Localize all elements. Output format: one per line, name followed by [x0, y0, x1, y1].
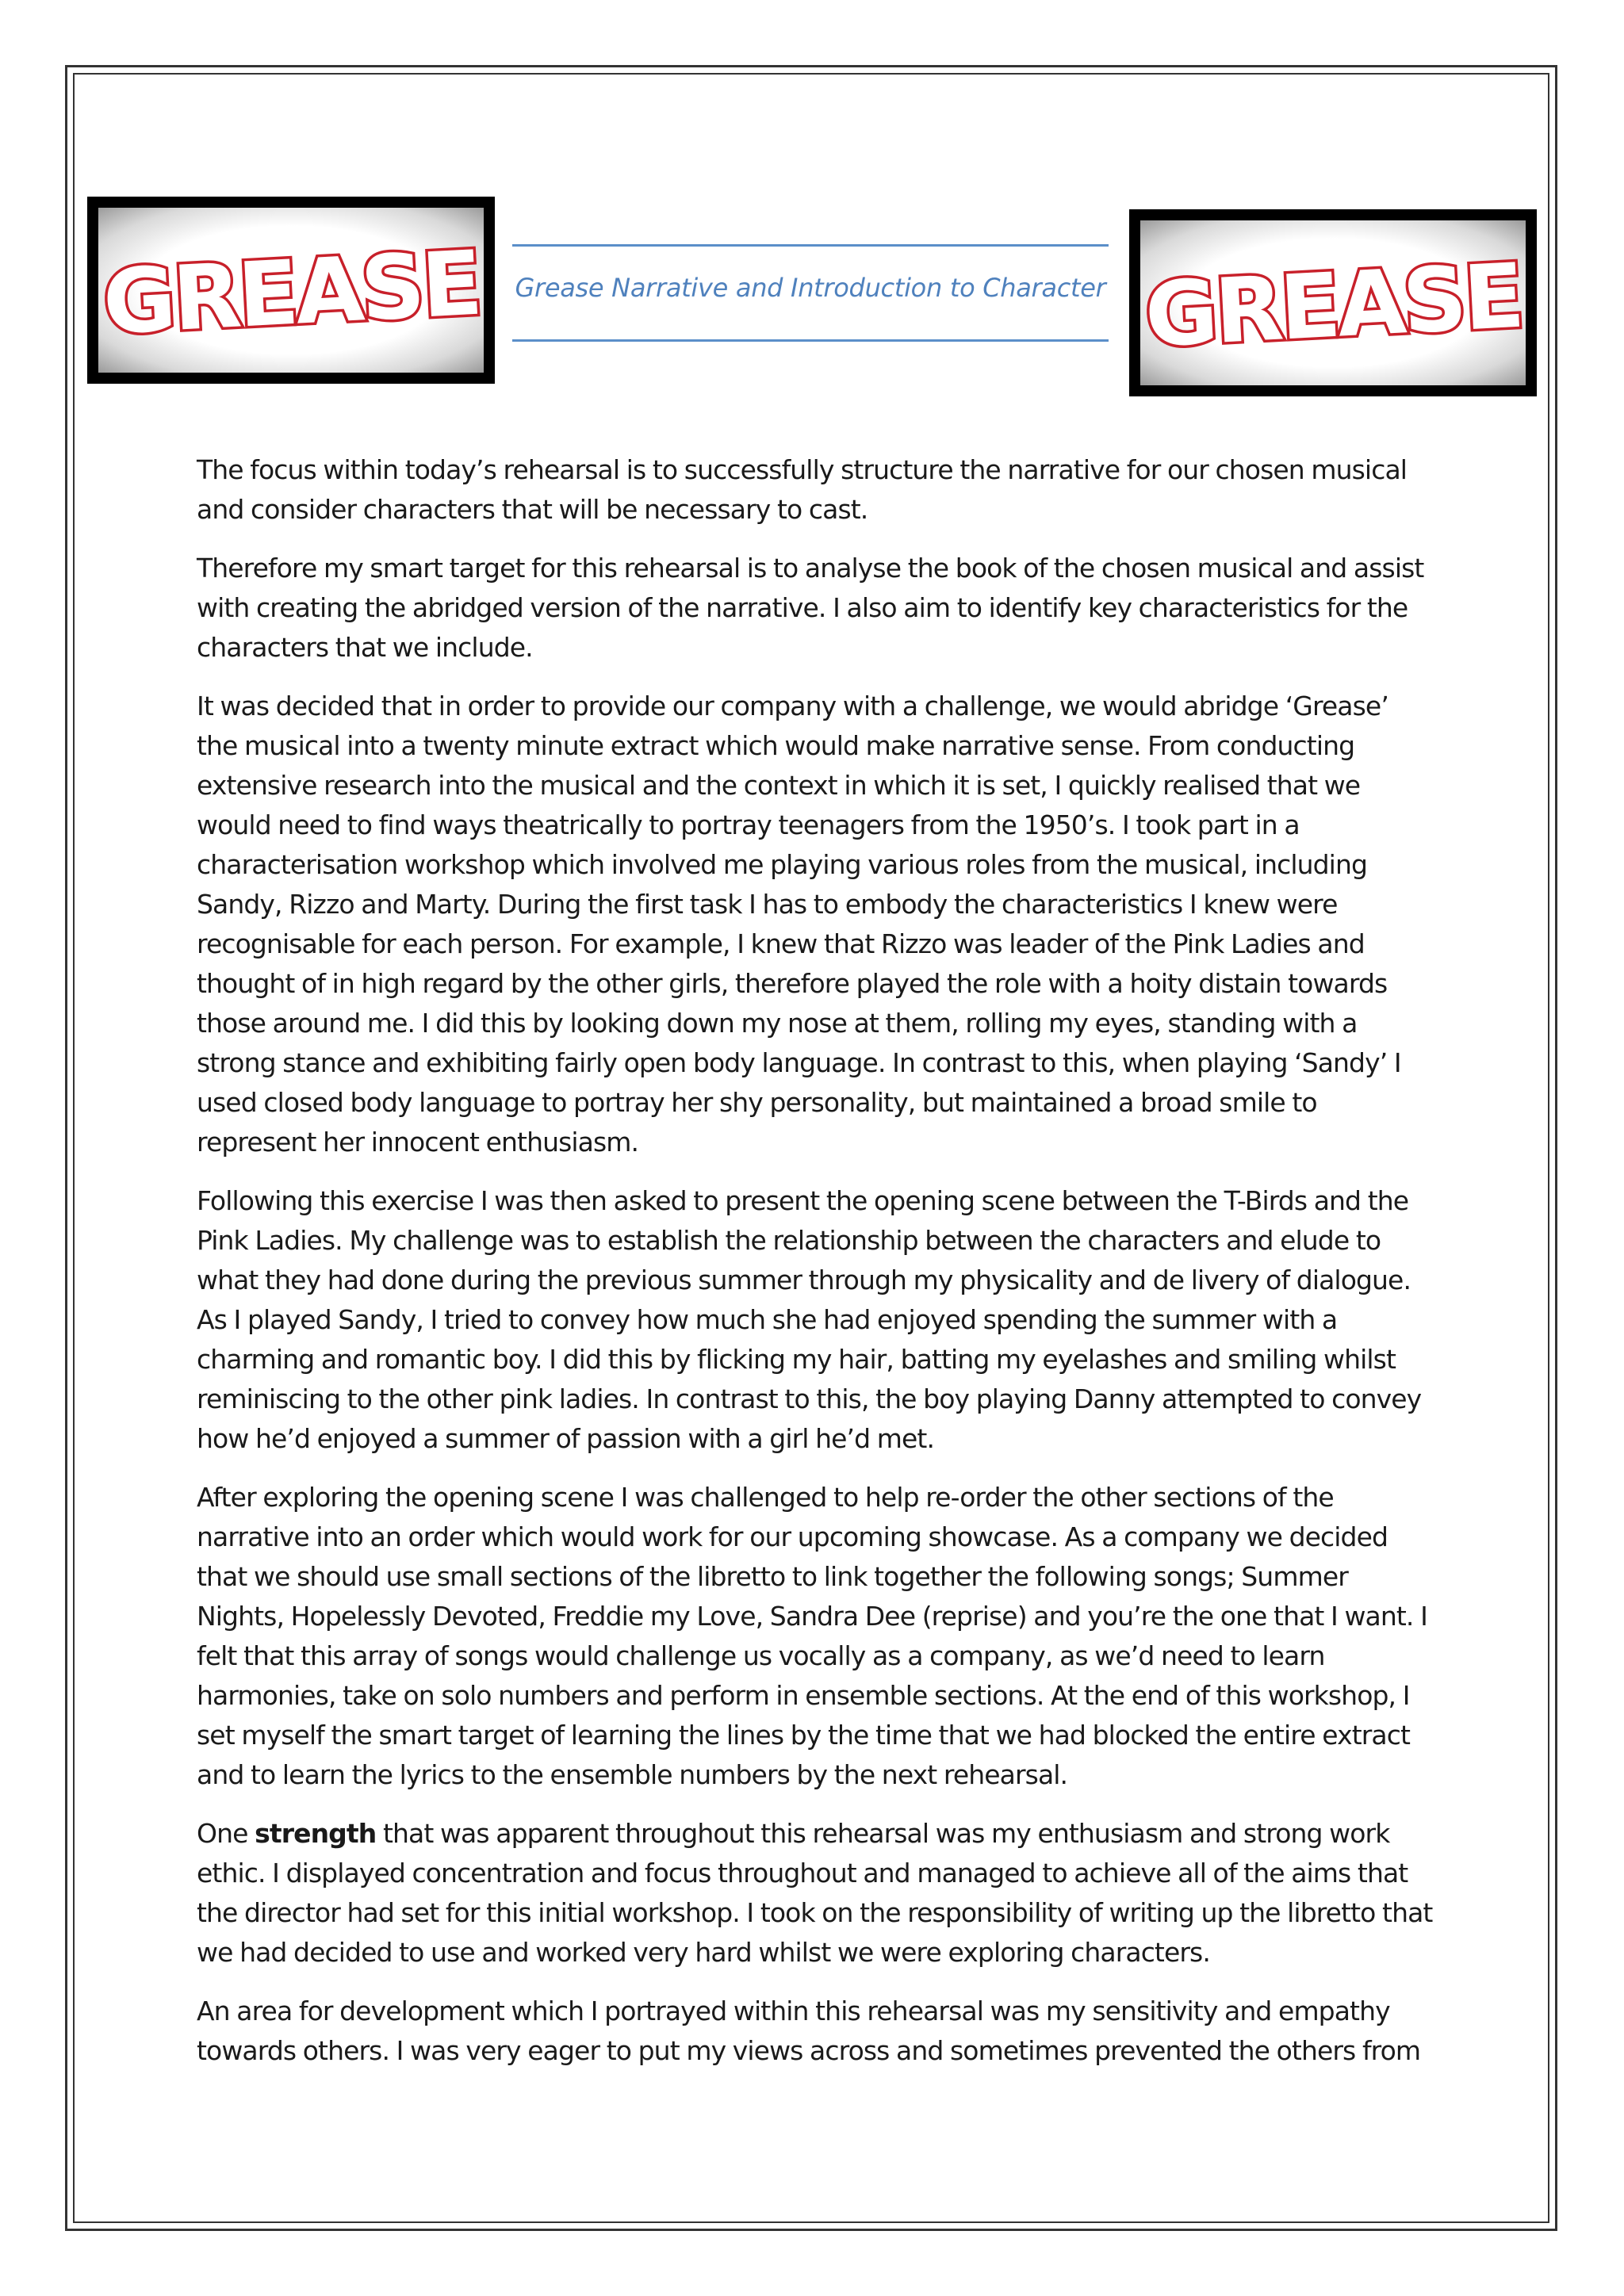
strength-lead: One	[197, 1818, 255, 1849]
paragraph-focus: The focus within today’s rehearsal is to successfully structure the narrative for our chosen musical and consider characters that will be necessary to cast.	[197, 454, 1408, 525]
document-title: Grease Narrative and Introduction to Character	[515, 273, 1106, 303]
title-rule-top	[512, 244, 1109, 247]
title-rule-bottom	[512, 339, 1109, 342]
grease-logo-left	[87, 197, 495, 384]
paragraph-smart-target: Therefore my smart target for this rehearsal is to analyse the book of the chosen musical and assist with creating the abridged version of the narrative. I also aim to identify key characteristics for the characters that we include.	[197, 553, 1424, 663]
strength-rest: that was apparent throughout this rehearsal was my enthusiasm and strong work ethic. I displayed concentration and focus throughout and managed to achieve all of the aims that the director had set for this initial workshop. I took on the responsibility of writing up the libretto that we had decided to use and worked very hard whilst we were exploring characters.	[197, 1818, 1433, 1968]
logo-text-right: GREASE	[1142, 244, 1524, 368]
paragraph-opening-scene: Following this exercise I was then asked to present the opening scene between the T-Birds and the Pink Ladies. My challenge was to establish the relationship between the characters and elude to what they had done during the previous summer through my physicality and de livery of dialogue. As I played Sandy, I tried to convey how much she had enjoyed spending the summer with a charming and romantic boy. I did this by flicking my hair, batting my eyelashes and smiling whilst reminiscing to the other pink ladies. In contrast to this, the boy playing Danny attempted to convey how he’d enjoyed a summer of passion with a girl he’d met.	[197, 1185, 1422, 1454]
paragraph-reordering: After exploring the opening scene I was challenged to help re-order the other sections of the narrative into an order which would work for our upcoming showcase. As a company we decided that we should use small sections of the libretto to link together the following songs; Summer Nights, Hopelessly Devoted, Freddie my Love, Sandra Dee (reprise) and you’re the one that I want. I felt that this array of songs would challenge us vocally as a company, as we’d need to learn harmonies, take on solo numbers and perform in ensemble sections. At the end of this workshop, I set myself the smart target of learning the lines by the time that we had blocked the entire extract and to learn the lyrics to the ensemble numbers by the next rehearsal.	[197, 1482, 1427, 1790]
grease-logo-right	[1129, 209, 1537, 396]
paragraph-strength	[197, 1814, 1434, 1973]
paragraph-development: An area for development which I portrayed within this rehearsal was my sensitivity and empathy towards others. I was very eager to put my views across and sometimes prevented the others from	[197, 1996, 1421, 2066]
body-text	[197, 450, 1434, 2090]
paragraph-characterisation: It was decided that in order to provide our company with a challenge, we would abridge ‘Grease’ the musical into a twenty minute extract which would make narrative sense. From conducting extensive research into the musical and the context in which it is set, I quickly realised that we would need to find ways theatrically to portray teenagers from the 1950’s. I took part in a characterisation workshop which involved me playing various roles from the musical, including Sandy, Rizzo and Marty. During the first task I has to embody the characteristics I knew were recognisable for each person. For example, I knew that Rizzo was leader of the Pink Ladies and thought of in high regard by the other girls, therefore played the role with a hoity distain towards those around me. I did this by looking down my nose at them, rolling my eyes, standing with a strong stance and exhibiting fairly open body language. In contrast to this, when playing ‘Sandy’ I used closed body language to portray her shy personality, but maintained a broad smile to represent her innocent enthusiasm.	[197, 691, 1401, 1158]
logo-text-left: GREASE	[100, 232, 482, 355]
strength-keyword: strength	[255, 1818, 377, 1849]
document-title-block	[512, 244, 1109, 341]
